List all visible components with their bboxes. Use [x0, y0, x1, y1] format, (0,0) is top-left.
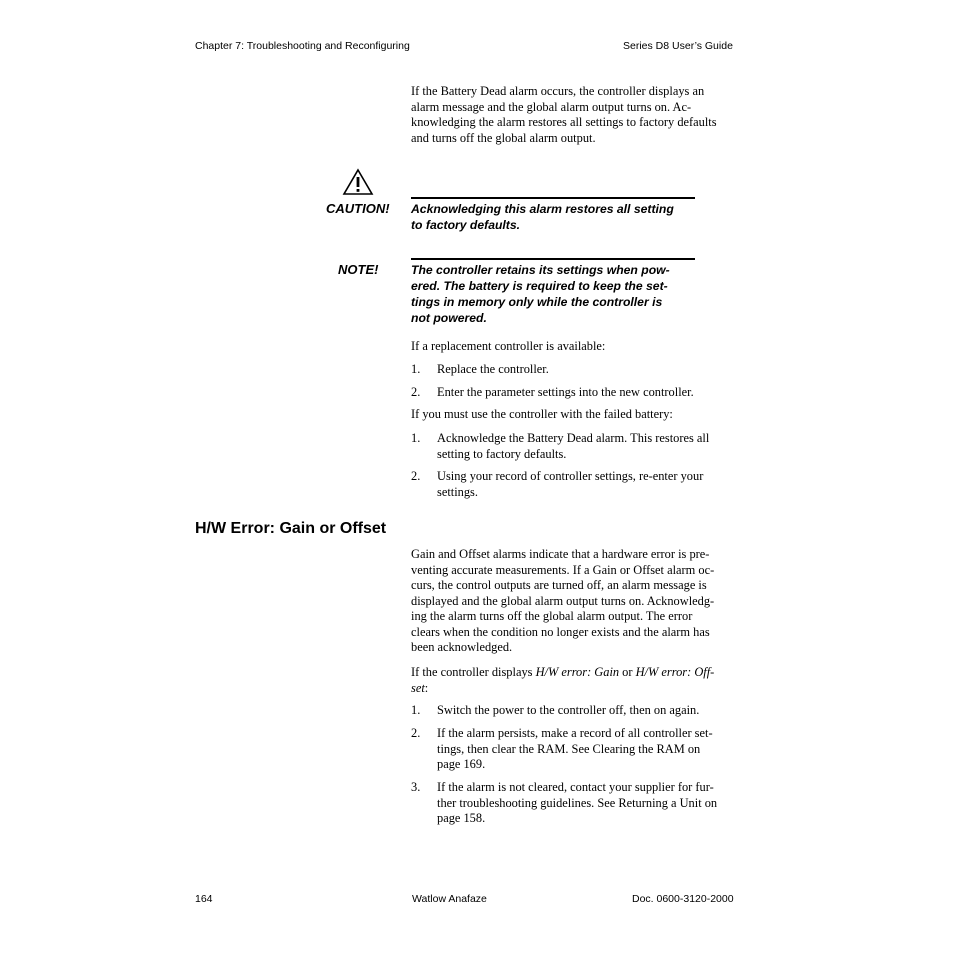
- text-span: or: [619, 665, 636, 679]
- caution-text: [411, 201, 695, 233]
- note-text: [411, 262, 695, 326]
- text-line: curs, the control outputs are turned off, an alarm message is: [411, 578, 707, 592]
- text-line: tings, then clear the RAM. See Clearing the RAM on: [437, 741, 701, 756]
- text-line: been acknowledged.: [411, 640, 513, 654]
- page-number: 164: [195, 893, 213, 905]
- list-number: 3.: [411, 780, 421, 794]
- text-line: knowledging the alarm restores all settings to factory defaults: [411, 115, 717, 129]
- text-line: alarm message and the global alarm output turns on. Ac-: [411, 99, 692, 114]
- caution-rule: [411, 197, 695, 199]
- text-line: setting to factory defaults.: [437, 446, 567, 461]
- warning-triangle-icon: [342, 168, 374, 196]
- text-span: If the controller displays: [411, 665, 536, 679]
- text-line: If the Battery Dead alarm occurs, the controller displays an: [411, 84, 705, 98]
- text-line: Using your record of controller settings, re-enter your: [437, 469, 704, 483]
- running-header-guide: Series D8 User’s Guide: [623, 40, 733, 52]
- section-heading: H/W Error: Gain or Offset: [195, 520, 387, 537]
- error-message-offset: H/W error: Off-: [635, 665, 715, 679]
- text-line: Replace the controller.: [437, 362, 549, 376]
- footer-company: Watlow Anafaze: [412, 893, 487, 905]
- note-rule: [411, 258, 695, 260]
- text-line: Acknowledging this alarm restores all setting: [411, 202, 674, 216]
- caution-label: CAUTION!: [326, 201, 390, 216]
- text-line: Enter the parameter settings into the new controller.: [437, 385, 694, 399]
- text-line: Acknowledge the Battery Dead alarm. This restores all: [437, 431, 710, 445]
- text-span: :: [424, 680, 429, 695]
- text-line: displayed and the global alarm output turns on. Acknowledg-: [411, 593, 715, 608]
- text-line: Switch the power to the controller off, then on again.: [437, 703, 700, 717]
- text-line: The controller retains its settings when pow-: [411, 263, 670, 277]
- note-label: NOTE!: [338, 262, 379, 277]
- battery-dead-paragraph: [411, 84, 741, 146]
- error-message-gain: H/W error: Gain: [535, 665, 620, 679]
- list-number: 1.: [411, 431, 421, 445]
- text-line: and turns off the global alarm output.: [411, 130, 596, 145]
- error-message-offset-cont: set: [411, 680, 425, 695]
- list-number: 1.: [411, 703, 421, 717]
- text-line: not powered.: [411, 311, 487, 325]
- text-line: [411, 665, 741, 681]
- list-number: 2.: [411, 726, 421, 740]
- text-line: ing the alarm turns off the global alarm output. The error: [411, 609, 693, 623]
- text-line: settings.: [437, 484, 478, 499]
- failed-battery-intro: If you must use the controller with the failed battery:: [411, 407, 673, 421]
- text-line: to factory defaults.: [411, 218, 521, 232]
- replacement-intro: If a replacement controller is available:: [411, 339, 606, 353]
- text-line: ered. The battery is required to keep the set-: [411, 279, 668, 293]
- text-line: page 169.: [437, 757, 486, 771]
- text-line: venting accurate measurements. If a Gain or Offset alarm oc-: [411, 562, 715, 577]
- list-number: 2.: [411, 385, 421, 399]
- list-number: 2.: [411, 469, 421, 483]
- text-line: [411, 681, 741, 697]
- text-line: Gain and Offset alarms indicate that a hardware error is pre-: [411, 547, 710, 561]
- list-number: 1.: [411, 362, 421, 376]
- text-line: page 158.: [437, 811, 486, 825]
- text-line: clears when the condition no longer exists and the alarm has: [411, 624, 710, 639]
- text-line: If the alarm is not cleared, contact your supplier for fur-: [437, 780, 714, 794]
- running-header-chapter: Chapter 7: Troubleshooting and Reconfiguring: [195, 40, 410, 52]
- text-line: tings in memory only while the controller is: [411, 295, 663, 309]
- displays-paragraph: [411, 665, 741, 696]
- text-line: If the alarm persists, make a record of all controller set-: [437, 726, 713, 740]
- gain-offset-paragraph: [411, 547, 741, 656]
- footer-doc-number: Doc. 0600-3120-2000: [632, 893, 734, 905]
- text-line: ther troubleshooting guidelines. See Returning a Unit on: [437, 795, 718, 810]
